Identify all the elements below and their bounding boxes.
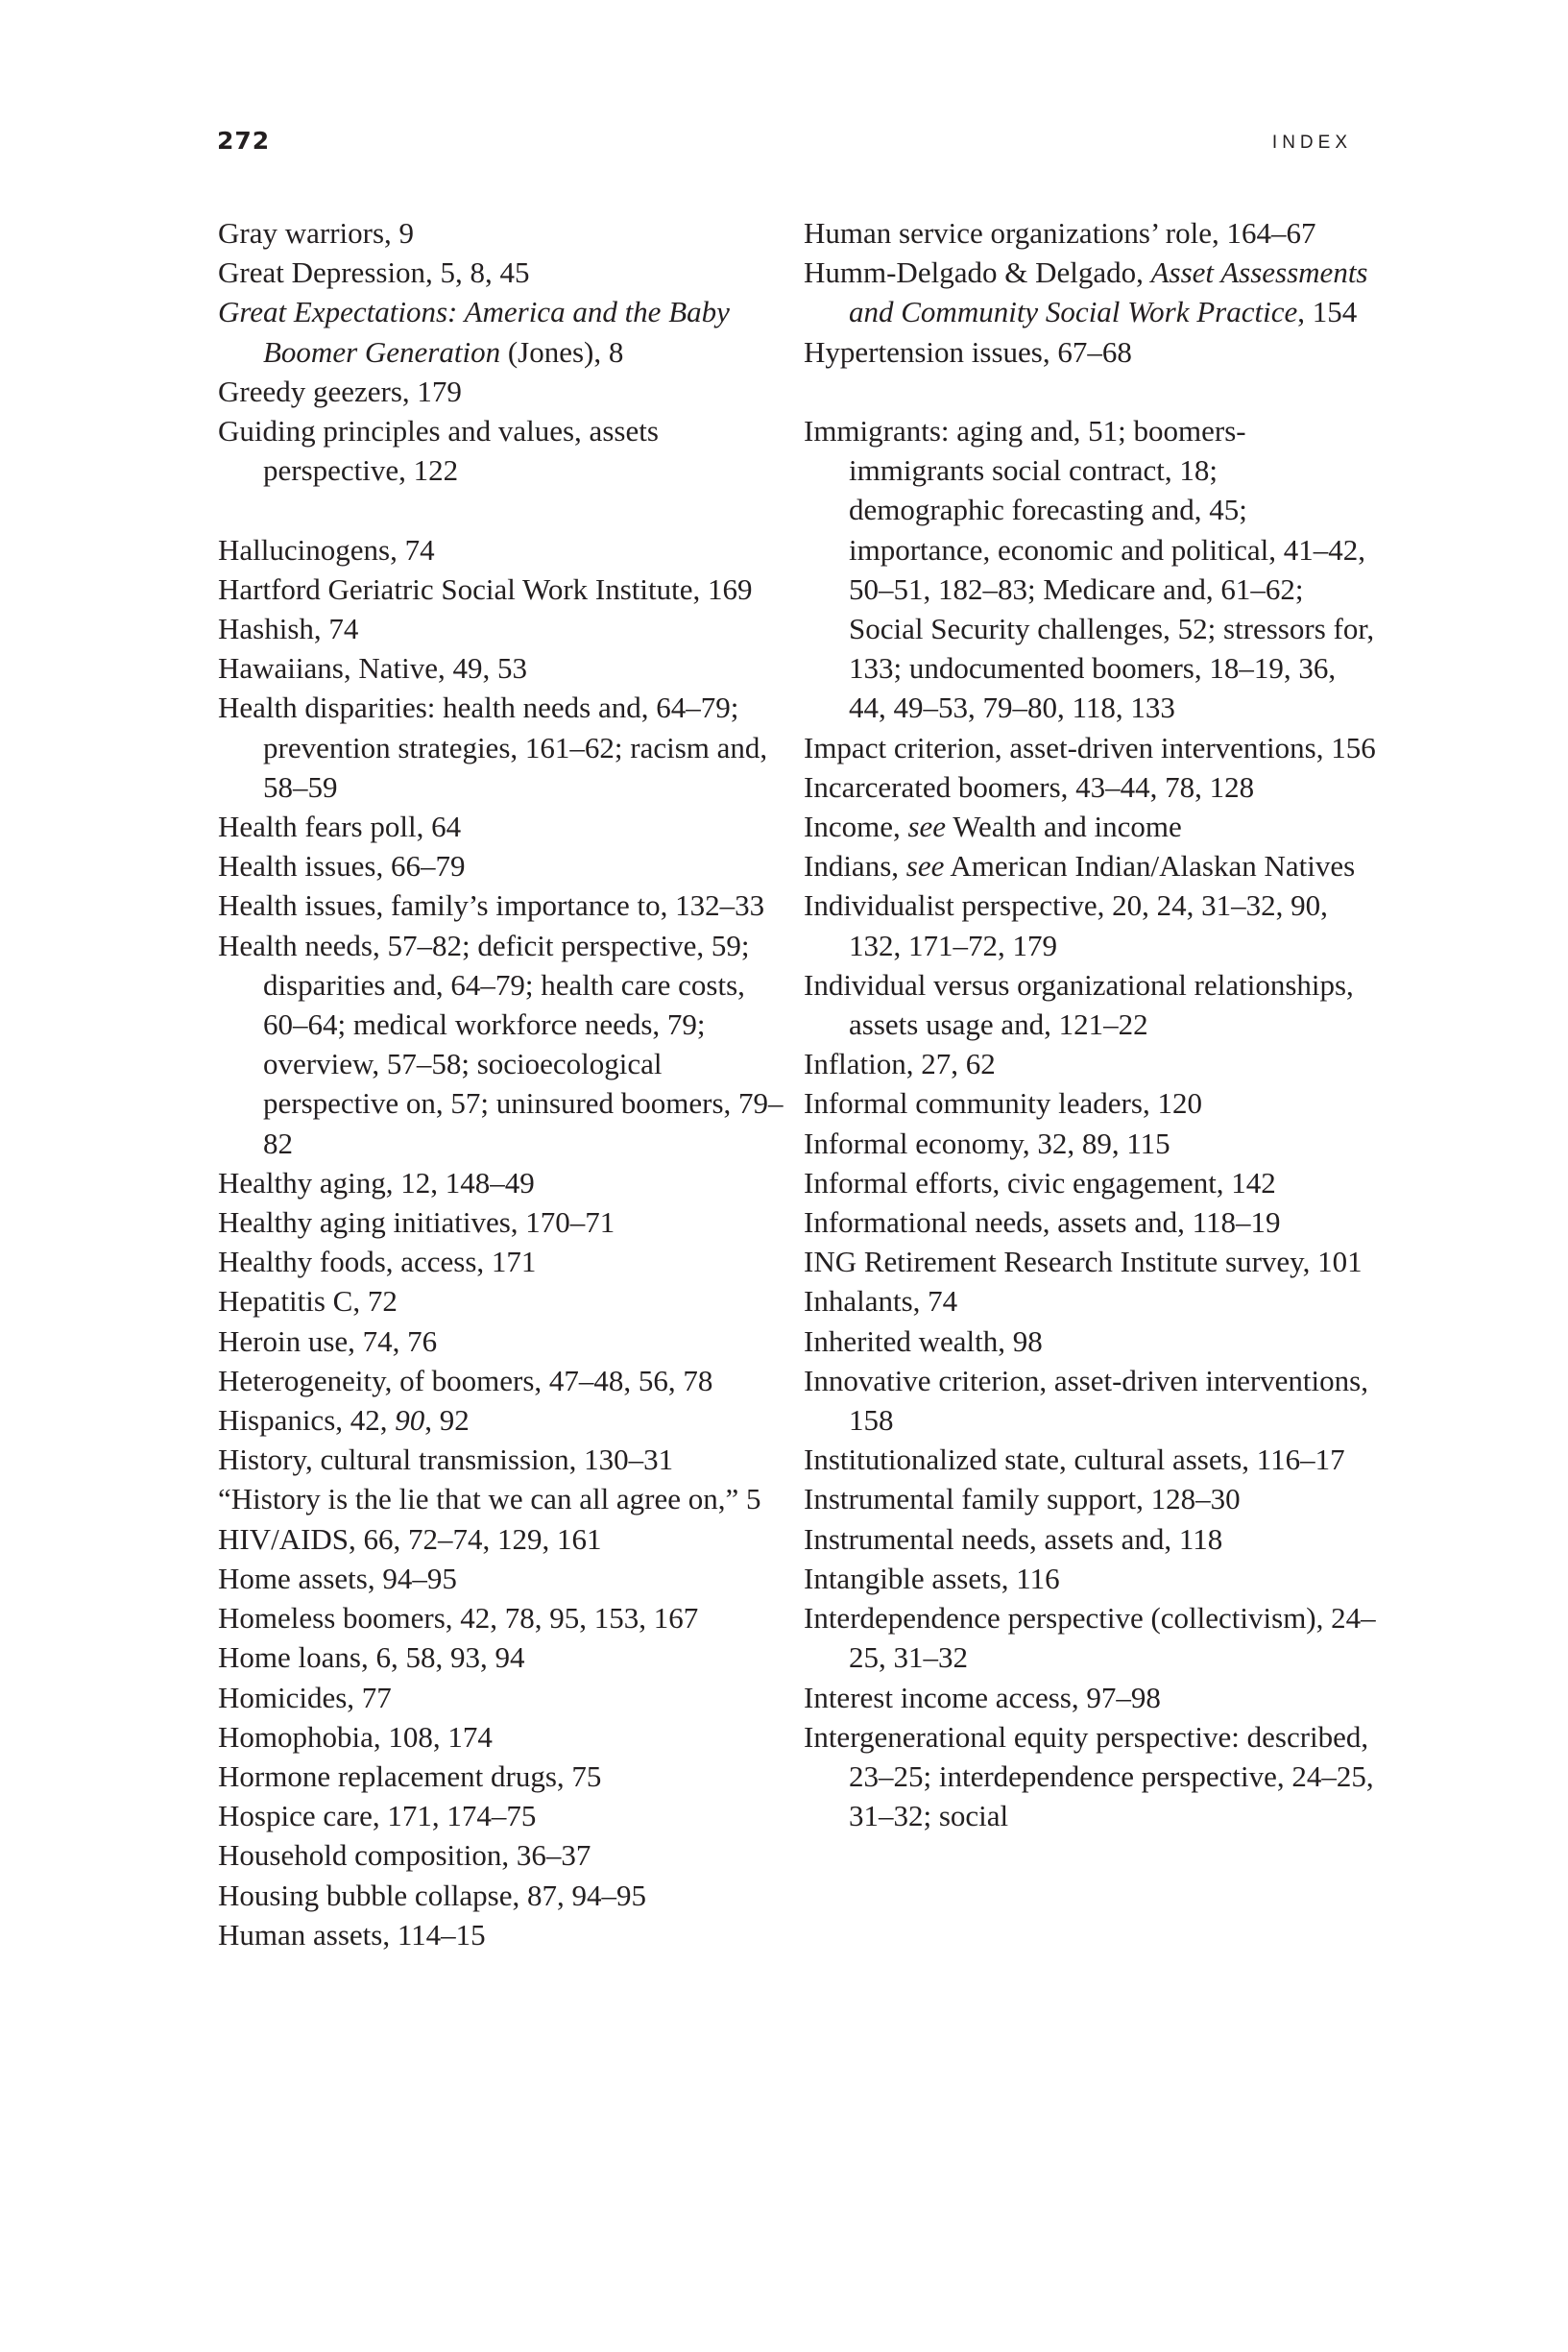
index-entry-text: Inherited wealth, 98	[804, 1323, 1043, 1358]
index-entry	[218, 1796, 794, 1835]
index-entry	[218, 1281, 794, 1321]
index-entry-text: (Jones), 8	[500, 334, 624, 369]
index-entry	[804, 332, 1380, 372]
page-header	[217, 123, 1352, 161]
index-entry-text: Institutionalized state, cultural assets, 116–17	[804, 1443, 1345, 1477]
index-entry	[804, 213, 1380, 253]
index-entry	[218, 1559, 794, 1598]
index-entry-text: Homicides, 77	[218, 1680, 392, 1714]
index-entry-text: American Indian/Alaskan Natives	[944, 849, 1356, 884]
index-entry	[218, 846, 794, 885]
index-entry	[804, 1440, 1380, 1479]
index-entry-text: Instrumental needs, assets and, 118	[804, 1521, 1223, 1556]
index-entry-text: Informal economy, 32, 89, 115	[804, 1126, 1170, 1160]
index-entry-text: Inhalants, 74	[804, 1284, 958, 1319]
index-entry-text: Healthy aging, 12, 148–49	[218, 1165, 535, 1200]
index-entry-text: Hawaiians, Native, 49, 53	[218, 651, 527, 686]
index-entry-text: Instrumental family support, 128–30	[804, 1482, 1241, 1516]
index-entry-text: Interest income access, 97–98	[804, 1680, 1161, 1714]
index-entry-text: Intergenerational equity perspective: described, 23–25; interdependence perspective, 24–25, 31–32; social	[804, 1719, 1374, 1833]
index-entry	[804, 1559, 1380, 1598]
index-entry-text: Hispanics, 42,	[218, 1403, 396, 1438]
index-entry-italic-text: 90	[395, 1403, 425, 1438]
index-entry-text: Household composition, 36–37	[218, 1838, 591, 1873]
index-entry-text: Health issues, 66–79	[218, 849, 466, 884]
index-column-left	[218, 213, 794, 1954]
index-entry-text: Inflation, 27, 62	[804, 1047, 996, 1081]
index-entry	[218, 1717, 794, 1757]
index-entry-text: Hallucinogens, 74	[218, 532, 435, 567]
index-entry-text: Greedy geezers, 179	[218, 374, 462, 408]
index-entry	[218, 570, 794, 609]
index-entry	[218, 530, 794, 570]
index-entry	[804, 767, 1380, 807]
index-group-h-continued	[804, 213, 1380, 372]
index-entry-text: Individual versus organizational relationships, assets usage and, 121–22	[804, 967, 1354, 1042]
index-entry-text: Gray warriors, 9	[218, 216, 415, 250]
index-entry-text: Health needs, 57–82; deficit perspective, 59; disparities and, 64–79; health care costs, 60–64; medical workforce needs, 79; overview, 57–58; socioecological perspective on, 57; uninsured boomers, 79–82	[218, 928, 784, 1160]
index-entry-text: Great Depression, 5, 8, 45	[218, 255, 530, 290]
index-entry	[804, 1281, 1380, 1321]
index-entry	[804, 728, 1380, 767]
index-entry-text: Intangible assets, 116	[804, 1561, 1060, 1595]
index-entry	[218, 411, 794, 490]
index-entry	[804, 965, 1380, 1044]
index-entry	[804, 411, 1380, 728]
index-entry-text: ING Retirement Research Institute survey, 101	[804, 1245, 1363, 1279]
index-entry	[218, 1202, 794, 1242]
index-entry-text: Guiding principles and values, assets perspective, 122	[218, 414, 659, 488]
index-entry-text: Interdependence perspective (collectivism), 24–25, 31–32	[804, 1601, 1376, 1675]
index-entry-text: Heterogeneity, of boomers, 47–48, 56, 78	[218, 1363, 713, 1397]
index-entry	[804, 1163, 1380, 1202]
index-entry-text: Home assets, 94–95	[218, 1561, 457, 1595]
index-entry-text: Housing bubble collapse, 87, 94–95	[218, 1878, 647, 1912]
index-entry	[804, 1519, 1380, 1559]
index-entry-text: Impact criterion, asset-driven interventions, 156	[804, 730, 1376, 764]
index-entry	[218, 1321, 794, 1361]
index-entry-text: History, cultural transmission, 130–31	[218, 1443, 674, 1477]
index-entry	[218, 1876, 794, 1915]
index-entry	[218, 1440, 794, 1479]
index-entry	[218, 688, 794, 807]
index-entry	[218, 1361, 794, 1400]
index-group-g	[218, 213, 794, 490]
index-entry-italic-text: Great Expectations: America and the Baby Boomer Generation	[218, 295, 730, 369]
index-entry-text: Indians,	[804, 849, 906, 884]
index-entry	[804, 846, 1380, 885]
index-entry-italic-text: see	[905, 849, 945, 884]
index-entry	[218, 807, 794, 846]
index-entry-text: Hospice care, 171, 174–75	[218, 1799, 537, 1833]
index-entry	[218, 1915, 794, 1954]
page-number: 272	[217, 127, 271, 155]
index-entry	[804, 1321, 1380, 1361]
index-entry	[804, 1044, 1380, 1083]
index-group-h	[218, 530, 794, 1954]
index-entry	[218, 1835, 794, 1875]
index-entry	[804, 885, 1380, 964]
index-entry	[218, 292, 794, 371]
index-entry-text: Hepatitis C, 72	[218, 1284, 398, 1319]
index-entry	[218, 609, 794, 648]
index-entry	[218, 1519, 794, 1559]
index-entry	[804, 1083, 1380, 1123]
index-entry	[218, 1637, 794, 1677]
index-entry-text: Informational needs, assets and, 118–19	[804, 1205, 1281, 1240]
index-entry	[218, 1479, 794, 1518]
index-entry	[804, 253, 1380, 331]
index-entry	[218, 372, 794, 411]
index-entry-text: Home loans, 6, 58, 93, 94	[218, 1640, 525, 1675]
index-entry	[218, 1242, 794, 1281]
index-entry-text: “History is the lie that we can all agree on,” 5	[218, 1482, 761, 1516]
index-entry-text: Income,	[804, 810, 908, 844]
index-entry	[804, 1361, 1380, 1440]
group-separator	[218, 490, 794, 529]
index-column-right	[804, 213, 1380, 1835]
index-entry-text: Informal community leaders, 120	[804, 1086, 1202, 1121]
index-entry-italic-text: Asset Assessments and Community Social Work Practice	[849, 255, 1368, 329]
index-entry	[218, 1678, 794, 1717]
index-entry-text: Incarcerated boomers, 43–44, 78, 128	[804, 769, 1255, 804]
index-entry	[804, 1479, 1380, 1518]
index-entry	[218, 885, 794, 925]
index-entry-text: Homophobia, 108, 174	[218, 1719, 493, 1754]
index-entry	[218, 648, 794, 688]
index-entry-text: Healthy foods, access, 171	[218, 1245, 537, 1279]
index-entry	[218, 1757, 794, 1796]
index-entry-text: Health issues, family’s importance to, 132–33	[218, 888, 765, 923]
index-entry-text: Humm-Delgado & Delgado,	[804, 255, 1151, 290]
index-entry	[218, 1163, 794, 1202]
index-entry	[804, 1717, 1380, 1836]
index-entry	[804, 1598, 1380, 1677]
index-entry-text: Hashish, 74	[218, 612, 359, 646]
index-entry-text: Hormone replacement drugs, 75	[218, 1758, 602, 1793]
index-entry	[804, 1124, 1380, 1163]
index-entry-text: Human assets, 114–15	[218, 1917, 486, 1952]
index-entry-text: Health fears poll, 64	[218, 810, 462, 844]
index-entry-text: Innovative criterion, asset-driven interventions, 158	[804, 1363, 1368, 1438]
index-entry-text: , 92	[424, 1403, 470, 1438]
index-entry-text: Hypertension issues, 67–68	[804, 334, 1132, 369]
group-separator	[804, 372, 1380, 411]
index-entry	[804, 1202, 1380, 1242]
index-entry-text: Informal efforts, civic engagement, 142	[804, 1165, 1276, 1200]
index-entry-text: Human service organizations’ role, 164–67	[804, 216, 1316, 250]
index-entry-text: Homeless boomers, 42, 78, 95, 153, 167	[218, 1601, 699, 1636]
index-entry	[804, 1678, 1380, 1717]
index-entry-text: Individualist perspective, 20, 24, 31–32, 90, 132, 171–72, 179	[804, 888, 1328, 962]
index-entry	[218, 1598, 794, 1637]
index-entry	[218, 213, 794, 253]
index-entry-text: Healthy aging initiatives, 170–71	[218, 1205, 615, 1240]
index-entry	[218, 1400, 794, 1440]
index-entry	[804, 807, 1380, 846]
index-group-i	[804, 411, 1380, 1835]
index-entry-text: Hartford Geriatric Social Work Institute, 169	[218, 571, 753, 606]
index-entry-text: Wealth and income	[946, 810, 1182, 844]
index-entry-text: Heroin use, 74, 76	[218, 1323, 438, 1358]
index-entry-text: Immigrants: aging and, 51; boomers-immigrants social contract, 18; demographic forecasting and, 45; importance, economic and political, 41–42, 50–51, 182–83; Medicare and, 61–62; Social Security challenges, 52; stressors for, 133; undocumented boomers, 18–19, 36, 44, 49–53, 79–80, 118, 133	[804, 414, 1375, 725]
index-entry-italic-text: see	[907, 810, 947, 844]
index-entry-text: Health disparities: health needs and, 64–79; prevention strategies, 161–62; racism and, 58–59	[218, 691, 768, 804]
running-head: INDEX	[1271, 133, 1352, 153]
index-entry	[804, 1242, 1380, 1281]
index-entry-text: , 154	[1297, 295, 1358, 329]
index-entry	[218, 926, 794, 1163]
index-entry	[218, 253, 794, 292]
index-entry-text: HIV/AIDS, 66, 72–74, 129, 161	[218, 1521, 602, 1556]
